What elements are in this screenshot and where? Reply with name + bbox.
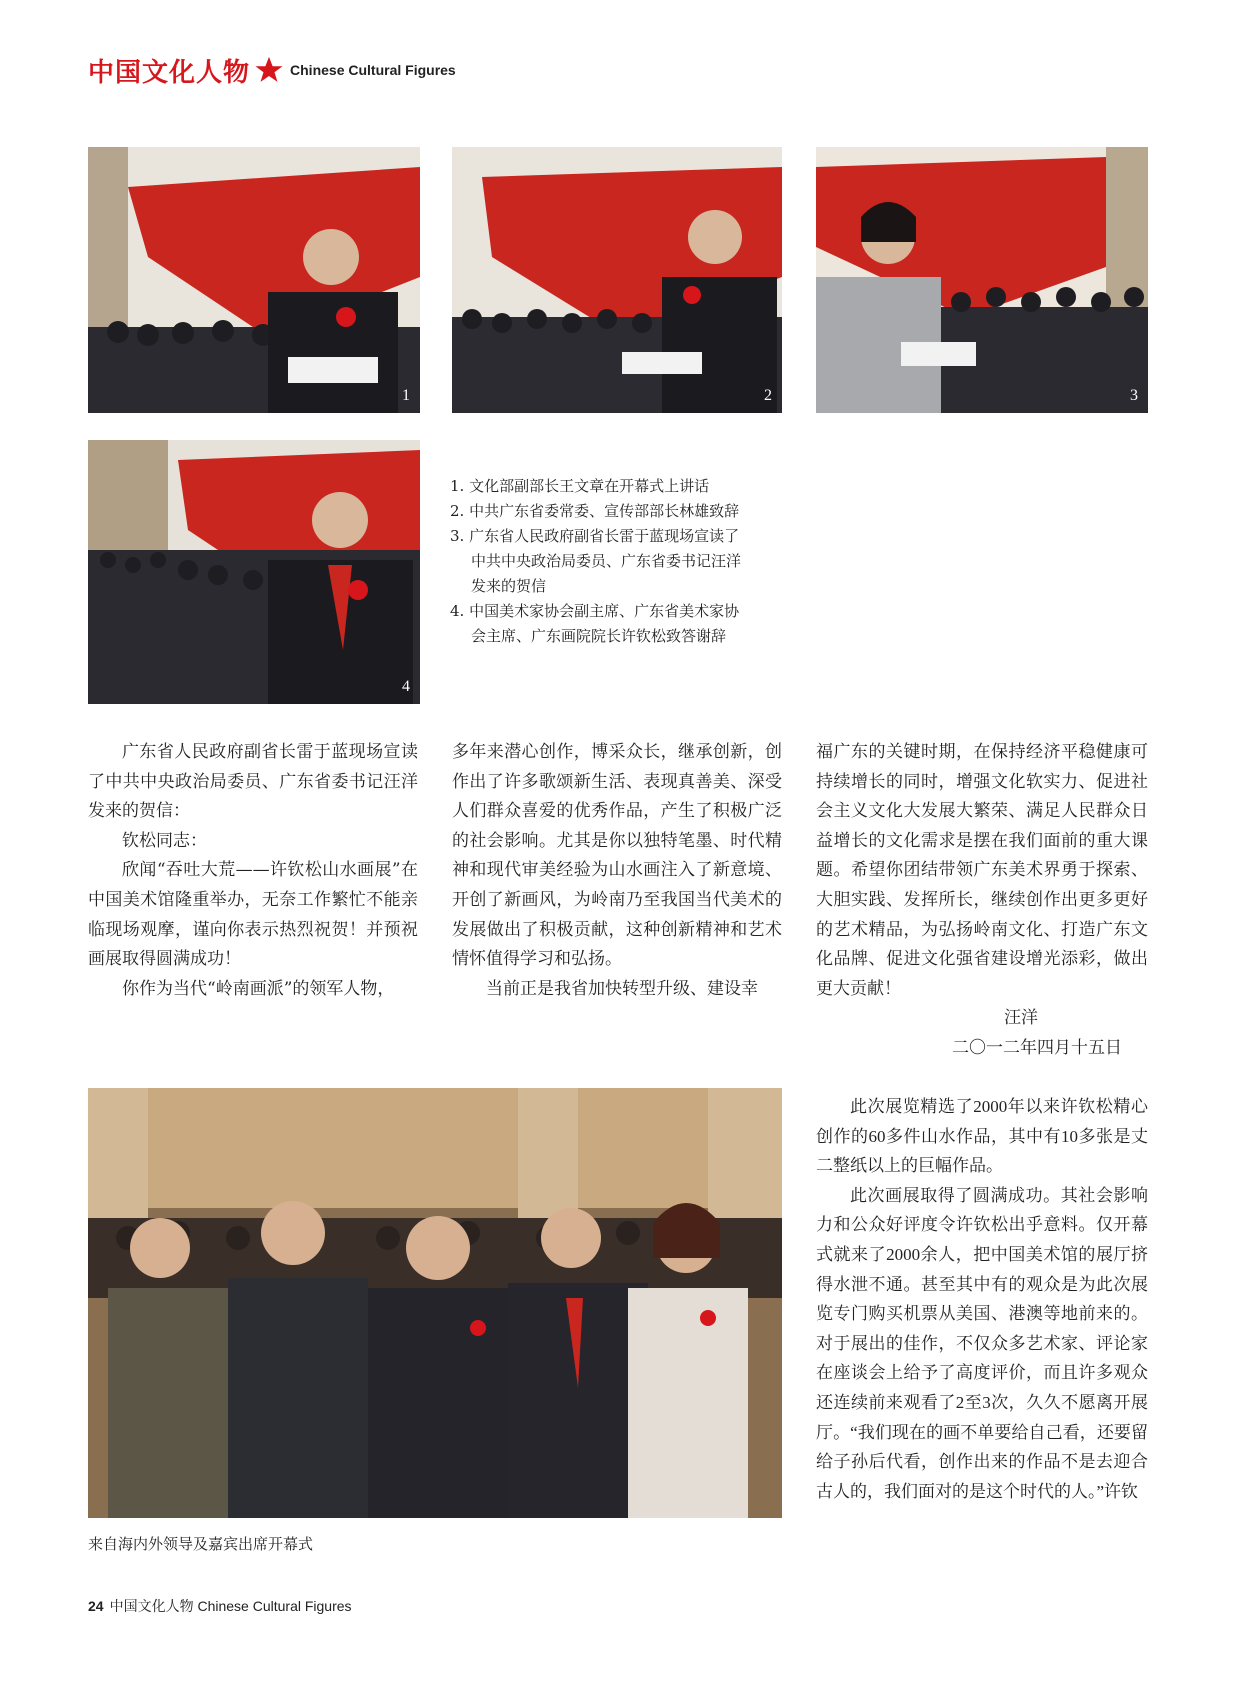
caption-2: 2. 中共广东省委常委、宣传部部长林雄致辞 — [450, 502, 740, 520]
paragraph: 你作为当代“岭南画派”的领军人物， — [122, 978, 395, 999]
photo-captions — [450, 474, 790, 649]
paragraph: 广东省人民政府副省长雷于蓝现场宣读了中共中央政治局委员、广东省委书记汪洋发来的贺信： — [88, 742, 418, 822]
photo-speaker-3 — [816, 147, 1148, 413]
photo-image — [816, 147, 1148, 413]
article-column-3 — [816, 738, 1148, 1064]
photo-speaker-4 — [88, 440, 420, 704]
page-number: 24 — [88, 1598, 104, 1614]
footer-text: 中国文化人物 Chinese Cultural Figures — [109, 1598, 352, 1614]
photo-image — [88, 1088, 782, 1518]
photo-number: 1 — [402, 387, 410, 404]
caption-1: 1. 文化部副部长王文章在开幕式上讲话 — [450, 477, 710, 495]
caption-4: 4. 中国美术家协会副主席、广东省美术家协 — [450, 602, 740, 620]
caption-3-line-3: 发来的贺信 — [471, 577, 547, 595]
caption-3: 3. 广东省人民政府副省长雷于蓝现场宣读了 — [450, 527, 740, 545]
photo-number: 3 — [1130, 387, 1138, 404]
paragraph: 此次画展取得了圆满成功。其社会影响力和公众好评度令许钦松出乎意料。仅开幕式就来了2000余人，把中国美术馆的展厅挤得水泄不通。甚至其中有的观众是为此次展览专门购买机票从美国、港澳等地前来的。对于展出的佳作，不仅众多艺术家、评论家在座谈会上给予了高度评价，而且许多观众还连续前来观看了2至3次，久久不愿离开展厅。“我们现在的画不单要给自己看，还要留给子孙后代看，创作出来的作品不是去迎合古人的，我们面对的是这个时代的人。”许钦 — [816, 1185, 1148, 1501]
article-column-1 — [88, 738, 418, 1004]
photo-image — [452, 147, 782, 413]
photo-image — [88, 440, 420, 704]
page-header — [88, 52, 456, 88]
page-footer — [88, 1596, 352, 1616]
photo-number: 4 — [402, 678, 410, 695]
article-column-4 — [816, 1092, 1148, 1506]
photo-speaker-1 — [88, 147, 420, 413]
photo-number: 2 — [764, 387, 772, 404]
paragraph: 当前正是我省加快转型升级、建设幸 — [486, 978, 758, 999]
caption-4-line-2: 会主席、广东画院院长许钦松致答谢辞 — [471, 627, 727, 645]
paragraph: 多年来潜心创作，博采众长，继承创新，创作出了许多歌颂新生活、表现真善美、深受人们群众喜爱的优秀作品，产生了积极广泛的社会影响。尤其是你以独特笔墨、时代精神和现代审美经验为山水画注入了新意境、开创了新画风，为岭南乃至我国当代美术的发展做出了积极贡献，这种创新精神和艺术情怀值得学习和弘扬。 — [452, 742, 782, 970]
magazine-subtitle: Chinese Cultural Figures — [290, 62, 456, 78]
paragraph: 欣闻“吞吐大荒——许钦松山水画展”在中国美术馆隆重举办，无奈工作繁忙不能亲临现场观摩，谨向你表示热烈祝贺！并预祝画展取得圆满成功！ — [88, 860, 418, 970]
signature: 汪洋 — [1004, 1008, 1038, 1029]
salutation: 钦松同志： — [122, 830, 207, 851]
paragraph: 福广东的关键时期，在保持经济平稳健康可持续增长的同时，增强文化软实力、促进社会主义文化大发展大繁荣、满足人民群众日益增长的文化需求是摆在我们面前的重大课题。希望你团结带领广东美术界勇于探索、大胆实践、发挥所长，继续创作出更多更好的艺术精品，为弘扬岭南文化、打造广东文化品牌、促进文化强省建设增光添彩，做出更大贡献！ — [816, 742, 1148, 999]
photo-speaker-2 — [452, 147, 782, 413]
paragraph: 此次展览精选了2000年以来许钦松精心创作的60多件山水作品，其中有10多张是丈二整纸以上的巨幅作品。 — [816, 1097, 1148, 1176]
letter-date: 二〇一二年四月十五日 — [952, 1037, 1122, 1058]
magazine-title: 中国文化人物 — [88, 57, 251, 88]
photo-audience — [88, 1088, 782, 1518]
caption-3-line-2: 中共中央政治局委员、广东省委书记汪洋 — [471, 552, 742, 570]
star-icon — [254, 55, 284, 85]
article-column-2 — [452, 738, 782, 1004]
audience-photo-caption: 来自海内外领导及嘉宾出席开幕式 — [88, 1535, 314, 1553]
photo-image — [88, 147, 420, 413]
